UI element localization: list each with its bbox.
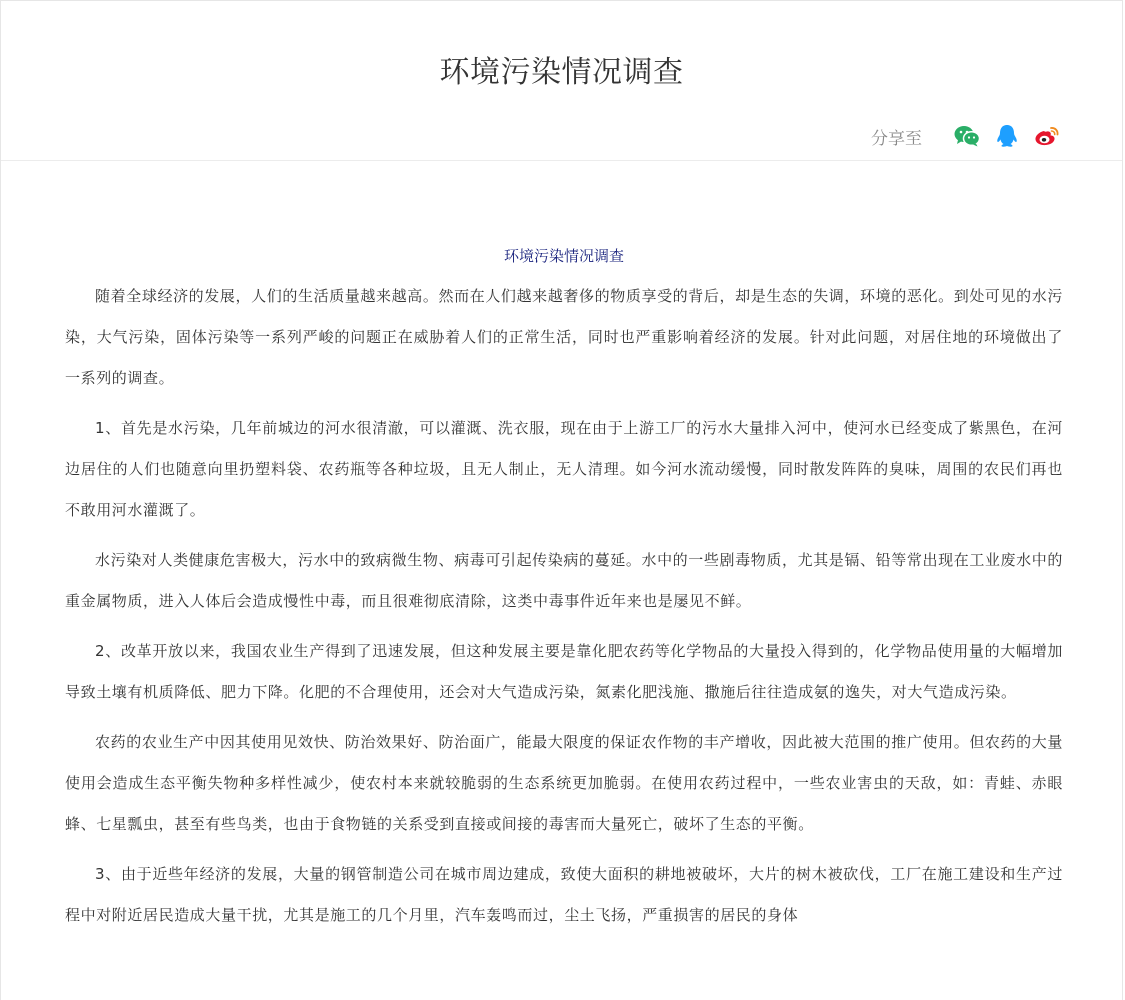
article-paragraph: 2、改革开放以来，我国农业生产得到了迅速发展，但这种发展主要是靠化肥农药等化学物品的大量投入得到的，化学物品使用量的大幅增加导致土壤有机质降低、肥力下降。化肥的不合理使用，还会对大气造成污染，氮素化肥浅施、撒施后往往造成氨的逸失，对大气造成污染。: [65, 642, 1063, 701]
article-paragraph: 3、由于近些年经济的发展，大量的钢管制造公司在城市周边建成，致使大面积的耕地被破坏，大片的树木被砍伐，工厂在施工建设和生产过程中对附近居民造成大量干扰，尤其是施工的几个月里，汽车轰鸣而过，尘土飞扬，严重损害的居民的身体: [65, 865, 1063, 924]
article-paragraph: 水污染对人类健康危害极大，污水中的致病微生物、病毒可引起传染病的蔓延。水中的一些剧毒物质，尤其是镉、铅等常出现在工业废水中的重金属物质，进入人体后会造成慢性中毒，而且很难彻底清除，这类中毒事件近年来也是屡见不鲜。: [65, 551, 1063, 610]
share-bar: [871, 121, 1060, 151]
page-header: [1, 1, 1122, 161]
share-label: 分享至: [871, 128, 922, 149]
article-paragraph: 农药的农业生产中因其使用见效快、防治效果好、防治面广，能最大限度的保证农作物的丰产增收，因此被大范围的推广使用。但农药的大量使用会造成生态平衡失物种多样性减少，使农村本来就较脆弱的生态系统更加脆弱。在使用农药过程中，一些农业害虫的天敌，如：青蛙、赤眼蜂、七星瓢虫，甚至有些鸟类，也由于食物链的关系受到直接或间接的毒害而大量死亡，破坏了生态的平衡。: [65, 733, 1063, 833]
page-title: 环境污染情况调查: [439, 55, 684, 90]
qq-icon[interactable]: [996, 124, 1018, 148]
article-content: [65, 236, 1063, 945]
weibo-icon[interactable]: [1034, 125, 1060, 147]
article-paragraph: 随着全球经济的发展，人们的生活质量越来越高。然而在人们越来越奢侈的物质享受的背后，却是生态的失调，环境的恶化。到处可见的水污染，大气污染，固体污染等一系列严峻的问题正在威胁着人们的正常生活，同时也严重影响着经济的发展。针对此问题，对居住地的环境做出了一系列的调查。: [65, 287, 1063, 387]
wechat-icon[interactable]: [954, 125, 980, 147]
article-title: 环境污染情况调查: [503, 247, 624, 265]
article-paragraph: 1、首先是水污染，几年前城边的河水很清澈，可以灌溉、洗衣服，现在由于上游工厂的污水大量排入河中，使河水已经变成了紫黑色，在河边居住的人们也随意向里扔塑料袋、农药瓶等各种垃圾，且无人制止，无人清理。如今河水流动缓慢，同时散发阵阵的臭味，周围的农民们再也不敢用河水灌溉了。: [65, 419, 1063, 519]
